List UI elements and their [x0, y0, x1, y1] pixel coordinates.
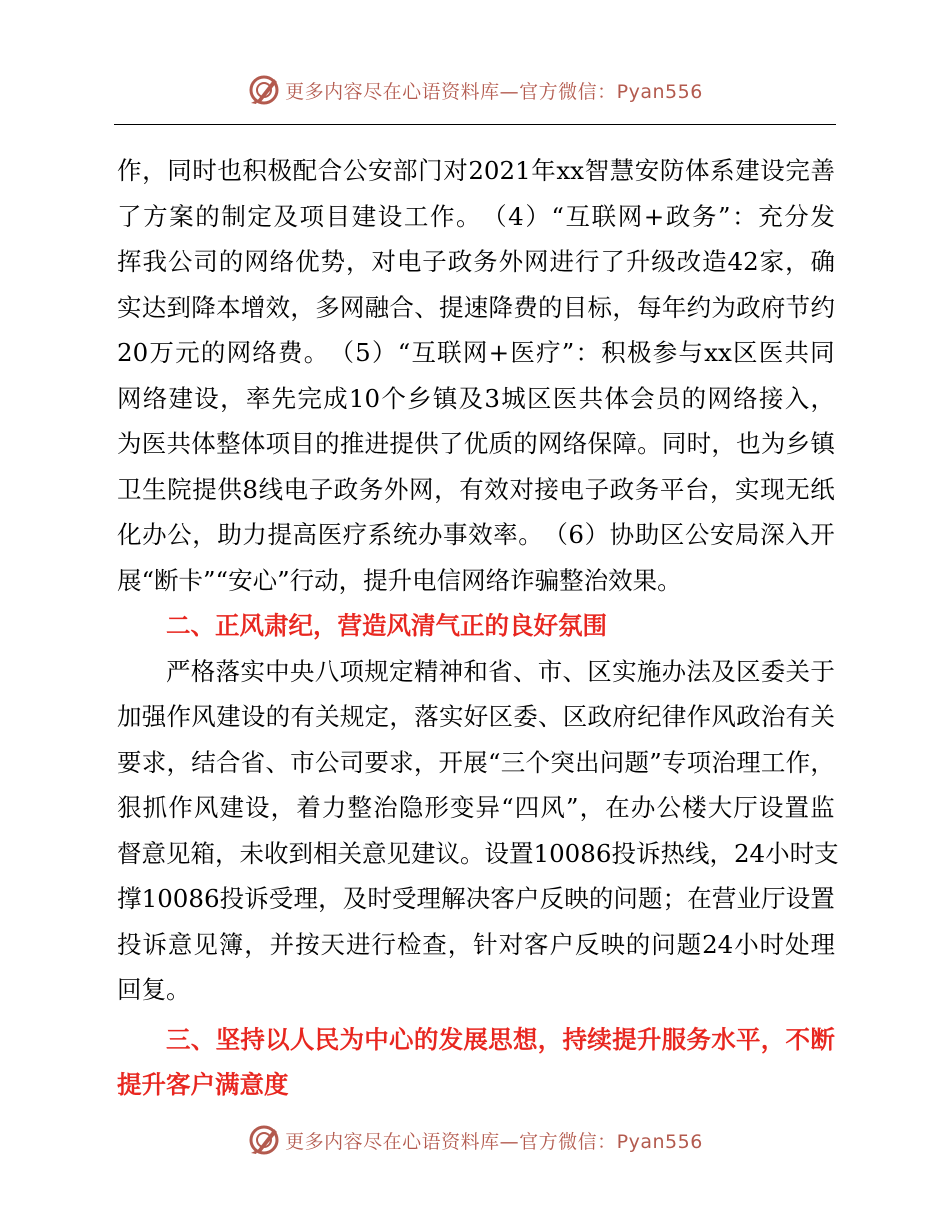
text-line: 要 求 ， 结 合 省 、 市 公 司 要 求 ， 开 展 “ 三 个 突 出 问 题 ” 专 项 治 理 工 作 ，: [117, 747, 835, 777]
text-line: 挥 我 公 司 的 网 络 优 势 ， 对 电 子 政 务 外 网 进 行 了 升 级 改 造 42 家 ， 确: [117, 247, 835, 276]
header-watermark: [0, 70, 950, 110]
section-heading-3-line1: 三 、 坚 持 以 人 民 为 中 心 的 发 展 思 想 ， 持 续 提 升 服 务 水 平 ， 不 断: [166, 1024, 835, 1054]
quill-seal-icon: [247, 73, 281, 107]
text-line: 回复。: [117, 975, 191, 1004]
text-line: 卫 生 院 提 供 8 线 电 子 政 务 外 网 ， 有 效 对 接 电 子 政 务 平 台 ， 实 现 无 纸: [117, 474, 835, 504]
watermark-text: 更多内容尽在心语资料库—官方微信：Pyan556: [285, 80, 703, 103]
section-heading-3-line2: 提升客户满意度: [117, 1070, 289, 1099]
section-paragraph-continued: [117, 148, 835, 603]
text-line: 20 万 元 的 网 络 费 。 （ 5 ） “ 互 联 网 + 医 疗 ” ： 积 极 参 与 xx 区 医 共 同: [117, 338, 835, 367]
text-line: 为 医 共 体 整 体 项 目 的 推 进 提 供 了 优 质 的 网 络 保 障 。 同 时 ， 也 为 乡 镇: [117, 429, 835, 458]
text-line: 加 强 作 风 建 设 的 有 关 规 定 ， 落 实 好 区 委 、 区 政 府 纪 律 作 风 政 治 有 关: [117, 702, 835, 731]
section-heading-2: 二、正风肃纪，营造风清气正的良好氛围: [166, 611, 607, 640]
text-line: 投 诉 意 见 簿 ， 并 按 天 进 行 检 查 ， 针 对 客 户 反 映 的 问 题 24 小 时 处 理: [117, 929, 835, 959]
text-line: 狠 抓 作 风 建 设 ， 着 力 整 治 隐 形 变 异 “ 四 风 ” ， 在 办 公 楼 大 厅 设 置 监: [117, 793, 835, 822]
text-line: 撑 10086 投 诉 受 理 ， 及 时 受 理 解 决 客 户 反 映 的 问 题 ； 在 营 业 厅 设 置: [117, 884, 835, 913]
header-divider: [114, 124, 836, 125]
watermark-text: 更多内容尽在心语资料库—官方微信：Pyan556: [285, 1130, 703, 1153]
text-line: 化 办 公 ， 助 力 提 高 医 疗 系 统 办 事 效 率 。 （ 6 ） 协 助 区 公 安 局 深 入 开: [117, 520, 835, 549]
quill-seal-icon: [247, 1123, 281, 1157]
text-line: 严 格 落 实 中 央 八 项 规 定 精 神 和 省 、 市 、 区 实 施 办 法 及 区 委 关 于: [166, 656, 835, 686]
text-line: 网 络 建 设 ， 率 先 完 成 10 个 乡 镇 及 3 城 区 医 共 体 会 员 的 网 络 接 入 ，: [117, 383, 835, 413]
text-line: 作 ， 同 时 也 积 极 配 合 公 安 部 门 对 2021 年 xx 智 慧 安 防 体 系 建 设 完 善: [117, 156, 835, 185]
document-body: [117, 148, 839, 1108]
footer-watermark: [0, 1120, 950, 1160]
text-line: 展“断卡”“安心”行动，提升电信网络诈骗整治效果。: [117, 565, 682, 595]
section-paragraph-2: [117, 649, 839, 1013]
text-line: 实 达 到 降 本 增 效 ， 多 网 融 合 、 提 速 降 费 的 目 标 ， 每 年 约 为 政 府 节 约: [117, 292, 835, 322]
text-line: 督 意 见 箱 ， 未 收 到 相 关 意 见 建 议 。 设 置 10086 投 诉 热 线 ， 24 小 时 支: [117, 838, 839, 868]
text-line: 了 方 案 的 制 定 及 项 目 建 设 工 作 。 （ 4 ） “ 互 联 网 + 政 务 ” ： 充 分 发: [117, 201, 835, 231]
